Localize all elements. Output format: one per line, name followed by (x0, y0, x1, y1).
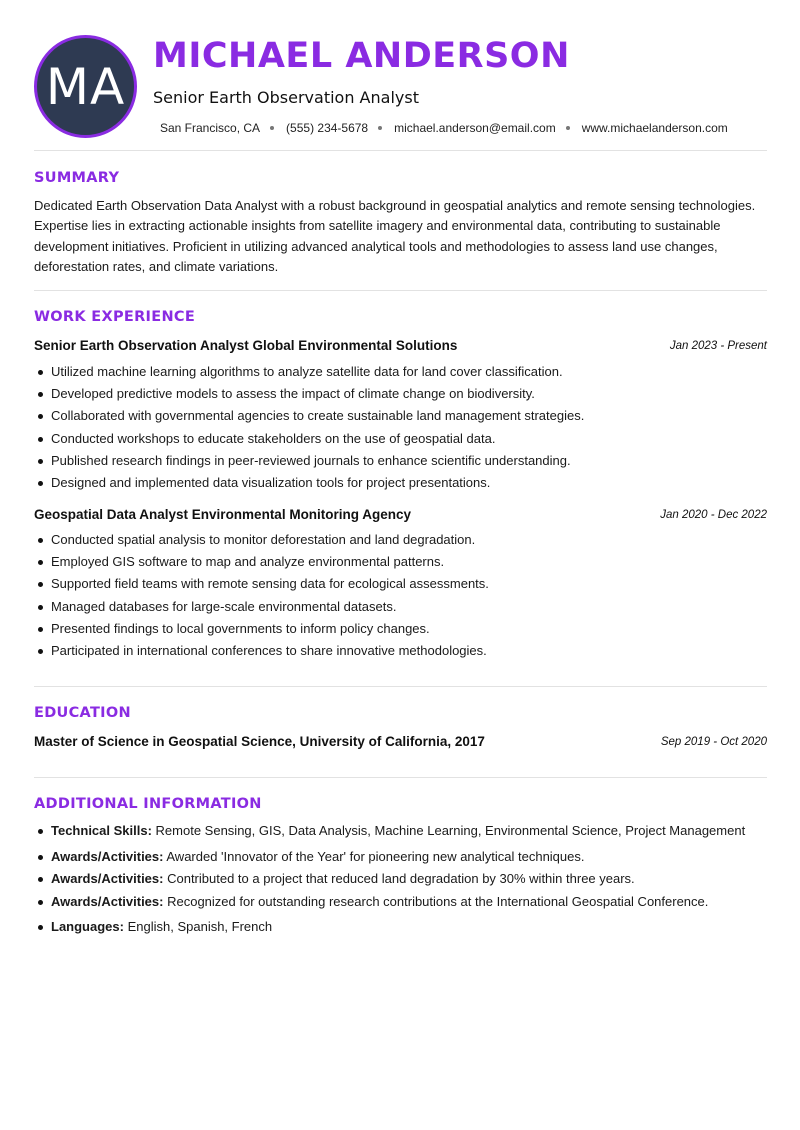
item-text: English, Spanish, French (127, 919, 273, 934)
separator-dot (566, 126, 570, 130)
separator-dot (270, 126, 274, 130)
list-item: Managed databases for large-scale environmental datasets. (34, 596, 489, 618)
candidate-role: Senior Earth Observation Analyst (153, 88, 419, 107)
contact-location: San Francisco, CA (160, 121, 261, 135)
list-item: Published research findings in peer-reviewed journals to enhance scientific understanding. (34, 450, 584, 472)
education-heading: EDUCATION (34, 705, 131, 721)
job-date: Jan 2020 - Dec 2022 (660, 509, 767, 521)
item-text: Awarded 'Innovator of the Year' for pioneering new analytical techniques. (166, 848, 585, 864)
additional-list (34, 819, 745, 939)
divider (34, 686, 767, 687)
item-label: Languages: (51, 919, 124, 934)
separator-dot (378, 126, 382, 130)
contact-phone[interactable]: (555) 234-5678 (286, 121, 369, 135)
item-label: Awards/Activities: (51, 871, 164, 886)
candidate-name: MICHAEL ANDERSON (153, 36, 570, 76)
avatar (34, 35, 137, 138)
job-date: Jan 2023 - Present (669, 340, 767, 352)
list-item: Employed GIS software to map and analyze environmental patterns. (34, 551, 489, 573)
list-item: Conducted workshops to educate stakeholders on the use of geospatial data. (34, 428, 584, 450)
item-label: Awards/Activities: (51, 893, 164, 909)
degree: Master of Science in Geospatial Science, University of California, 2017 (34, 734, 485, 749)
contact-line (160, 121, 728, 135)
list-item: Supported field teams with remote sensing data for ecological assessments. (34, 573, 489, 595)
contact-email[interactable]: michael.anderson@email.com (394, 121, 556, 135)
item-label: Technical Skills: (51, 823, 152, 838)
summary-heading: SUMMARY (34, 170, 120, 186)
item-text: Contributed to a project that reduced land degradation by 30% within three years. (167, 871, 635, 886)
item-text: Recognized for outstanding research contributions at the International Geospatial Conference. (167, 893, 709, 909)
list-item: Developed predictive models to assess the impact of climate change on biodiversity. (34, 383, 584, 405)
item-label: Awards/Activities: (51, 848, 164, 864)
list-item (34, 845, 745, 869)
list-item (34, 819, 745, 843)
list-item: Presented findings to local governments to inform policy changes. (34, 618, 489, 640)
list-item (34, 867, 745, 891)
divider (34, 777, 767, 778)
list-item: Designed and implemented data visualization tools for project presentations. (34, 472, 584, 494)
list-item: Conducted spatial analysis to monitor deforestation and land degradation. (34, 529, 489, 551)
list-item: Utilized machine learning algorithms to analyze satellite data for land cover classification. (34, 361, 584, 383)
job-title: Senior Earth Observation Analyst Global Environmental Solutions (34, 338, 458, 353)
additional-heading: ADDITIONAL INFORMATION (34, 796, 262, 812)
job-bullets (34, 529, 489, 662)
job-title: Geospatial Data Analyst Environmental Monitoring Agency (34, 507, 412, 522)
job-bullets (34, 361, 584, 494)
experience-heading: WORK EXPERIENCE (34, 309, 196, 325)
list-item (34, 915, 745, 939)
divider (34, 290, 767, 291)
item-text: Remote Sensing, GIS, Data Analysis, Machine Learning, Environmental Science, Project Management (155, 823, 746, 838)
list-item (34, 890, 745, 914)
education-date: Sep 2019 - Oct 2020 (660, 736, 767, 748)
divider (34, 150, 767, 151)
summary-text: Dedicated Earth Observation Data Analyst with a robust background in geospatial analytics and remote sensing technologies. Expertise lies in extracting actionable insights from satellite imagery and environmental data, contributing to sustainable development initiatives. Proficient in utilizing advanced analytical tools and methodologies to assess land use changes, deforestation rates, and climate variations. (34, 198, 756, 274)
contact-website[interactable]: www.michaelanderson.com (581, 121, 728, 135)
list-item: Collaborated with governmental agencies to create sustainable land management strategies. (34, 405, 584, 427)
avatar-initials: MA (45, 57, 126, 116)
list-item: Participated in international conferences to share innovative methodologies. (34, 640, 489, 662)
